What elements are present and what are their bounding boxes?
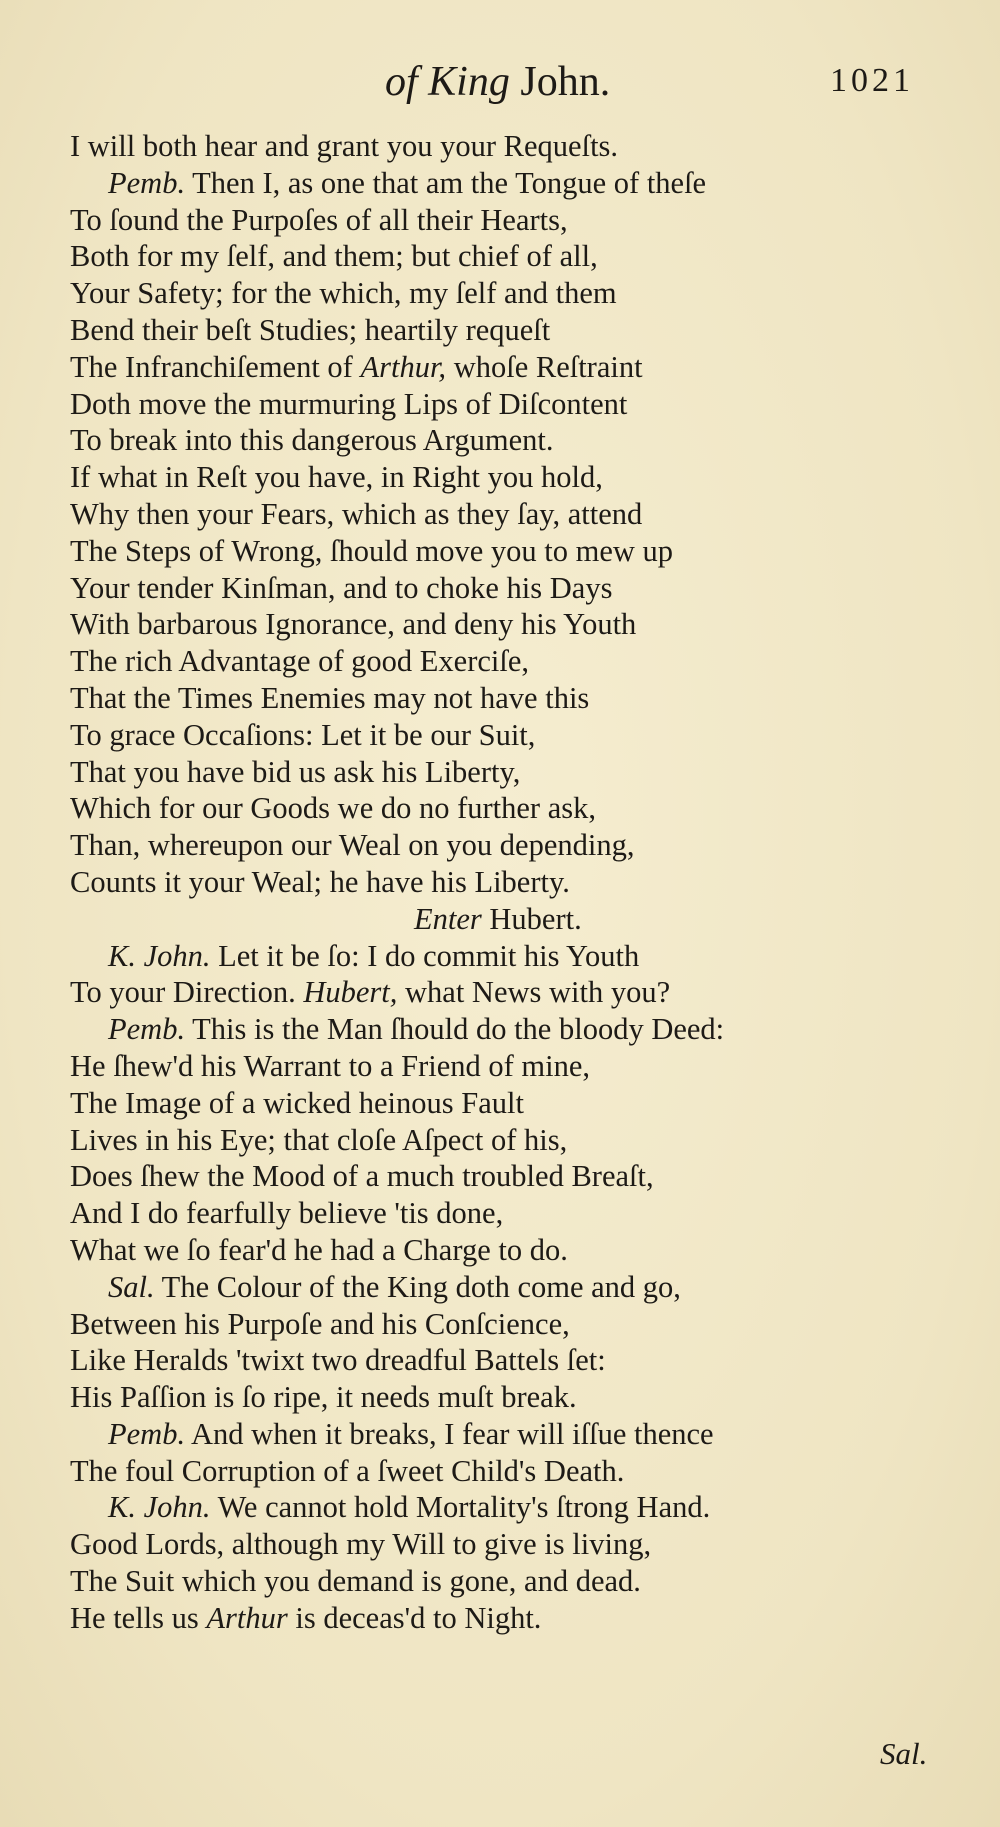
verse-line: Between his Purpoſe and his Conſcience, (70, 1306, 570, 1341)
verse-line: Good Lords, although my Will to give is living, (70, 1527, 652, 1562)
verse-line: Both for my ſelf, and them; but chief of all, (70, 239, 598, 274)
verse-line: And I do fearfully believe 'tis done, (70, 1196, 504, 1231)
verse-line: Than, whereupon our Weal on you depending, (70, 828, 635, 863)
verse-line: Like Heralds 'twixt two dreadful Battels ſet: (70, 1343, 606, 1378)
verse-line: What we ſo fear'd he had a Charge to do. (70, 1232, 568, 1267)
speaker-name: Pemb. (108, 1416, 186, 1451)
verse-line: Which for our Goods we do no further ask, (70, 791, 596, 826)
catchword: Sal. (880, 1736, 928, 1771)
verse-line: His Paſſion is ſo ripe, it needs muſt break. (70, 1380, 577, 1415)
stage-direction-character: Hubert. (481, 901, 582, 936)
verse-line (70, 974, 950, 1011)
verse-line: Doth move the murmuring Lips of Diſcontent (70, 386, 628, 421)
speech-text: We cannot hold Mortality's ſtrong Hand. (210, 1490, 711, 1525)
line-text-after: whoſe Reſtraint (446, 349, 643, 384)
verse-line (70, 1011, 950, 1048)
line-text-before: The Infranchiſement of (70, 349, 361, 384)
verse-line: Your Safety; for the which, my ſelf and them (70, 276, 617, 311)
verse-line: The foul Corruption of a ſweet Child's Death. (70, 1453, 625, 1488)
speaker-name: Pemb. (108, 165, 186, 200)
verse-line: That you have bid us ask his Liberty, (70, 754, 521, 789)
verse-line: I will both hear and grant you your Requeſts. (70, 129, 619, 163)
verse-line: To ſound the Purpoſes of all their Hearts, (70, 202, 568, 237)
speech-text: And when it breaks, I fear will iſſue thence (185, 1416, 714, 1451)
verse-line: That the Times Enemies may not have this (70, 680, 590, 715)
verse-line: Counts it your Weal; he have his Liberty. (70, 864, 570, 899)
character-name: Arthur, (360, 349, 447, 384)
speaker-name: Pemb. (108, 1012, 186, 1047)
verse-line: Lives in his Eye; that cloſe Aſpect of his, (70, 1122, 568, 1157)
running-title (385, 58, 610, 106)
verse-line (70, 1269, 950, 1306)
speech-text: The Colour of the King doth come and go, (154, 1269, 681, 1304)
verse-line: He ſhew'd his Warrant to a Friend of mine, (70, 1048, 591, 1083)
verse-line: The Steps of Wrong, ſhould move you to mew up (70, 533, 674, 568)
running-title-name: John. (520, 59, 611, 105)
verse-line (70, 1416, 950, 1453)
line-text-after: what News with you? (397, 975, 671, 1010)
verse-line: With barbarous Ignorance, and deny his Youth (70, 607, 637, 642)
stage-direction (70, 901, 950, 938)
verse-line: The Suit which you demand is gone, and dead. (70, 1564, 641, 1599)
speech-text: This is the Man ſhould do the bloody Deed: (185, 1012, 725, 1047)
running-title-prefix: of King (385, 59, 510, 105)
verse-line: Bend their beſt Studies; heartily requeſt (70, 312, 551, 347)
line-text-before: To your Direction. (70, 975, 304, 1010)
verse-line: If what in Reſt you have, in Right you hold, (70, 460, 603, 495)
page-header (0, 52, 1000, 112)
verse-line: Does ſhew the Mood of a much troubled Breaſt, (70, 1159, 654, 1194)
verse-line: To break into this dangerous Argument. (70, 423, 554, 458)
verse-line (70, 349, 950, 386)
character-name: Hubert, (303, 975, 398, 1010)
line-text-after: is deceas'd to Night. (287, 1600, 542, 1635)
character-name: Arthur (206, 1600, 288, 1635)
verse-line (70, 165, 950, 202)
speech-text: Then I, as one that am the Tongue of theſe (185, 165, 707, 200)
play-text (70, 128, 950, 1637)
verse-line: To grace Occaſions: Let it be our Suit, (70, 717, 536, 752)
speaker-name: K. John. (108, 938, 211, 973)
verse-line: The Image of a wicked heinous Fault (70, 1085, 524, 1120)
speaker-name: K. John. (108, 1490, 211, 1525)
verse-line (70, 938, 950, 975)
speech-text: Let it be ſo: I do commit his Youth (210, 938, 640, 973)
verse-line: Your tender Kinſman, and to choke his Days (70, 570, 613, 605)
verse-line (70, 1489, 950, 1526)
verse-line: The rich Advantage of good Exerciſe, (70, 644, 530, 679)
speaker-name: Sal. (108, 1269, 155, 1304)
verse-line: Why then your Fears, which as they ſay, attend (70, 496, 643, 531)
stage-direction-verb: Enter (414, 901, 482, 936)
page-number: 1021 (830, 62, 914, 99)
line-text-before: He tells us (70, 1600, 207, 1635)
verse-line (70, 1600, 950, 1637)
